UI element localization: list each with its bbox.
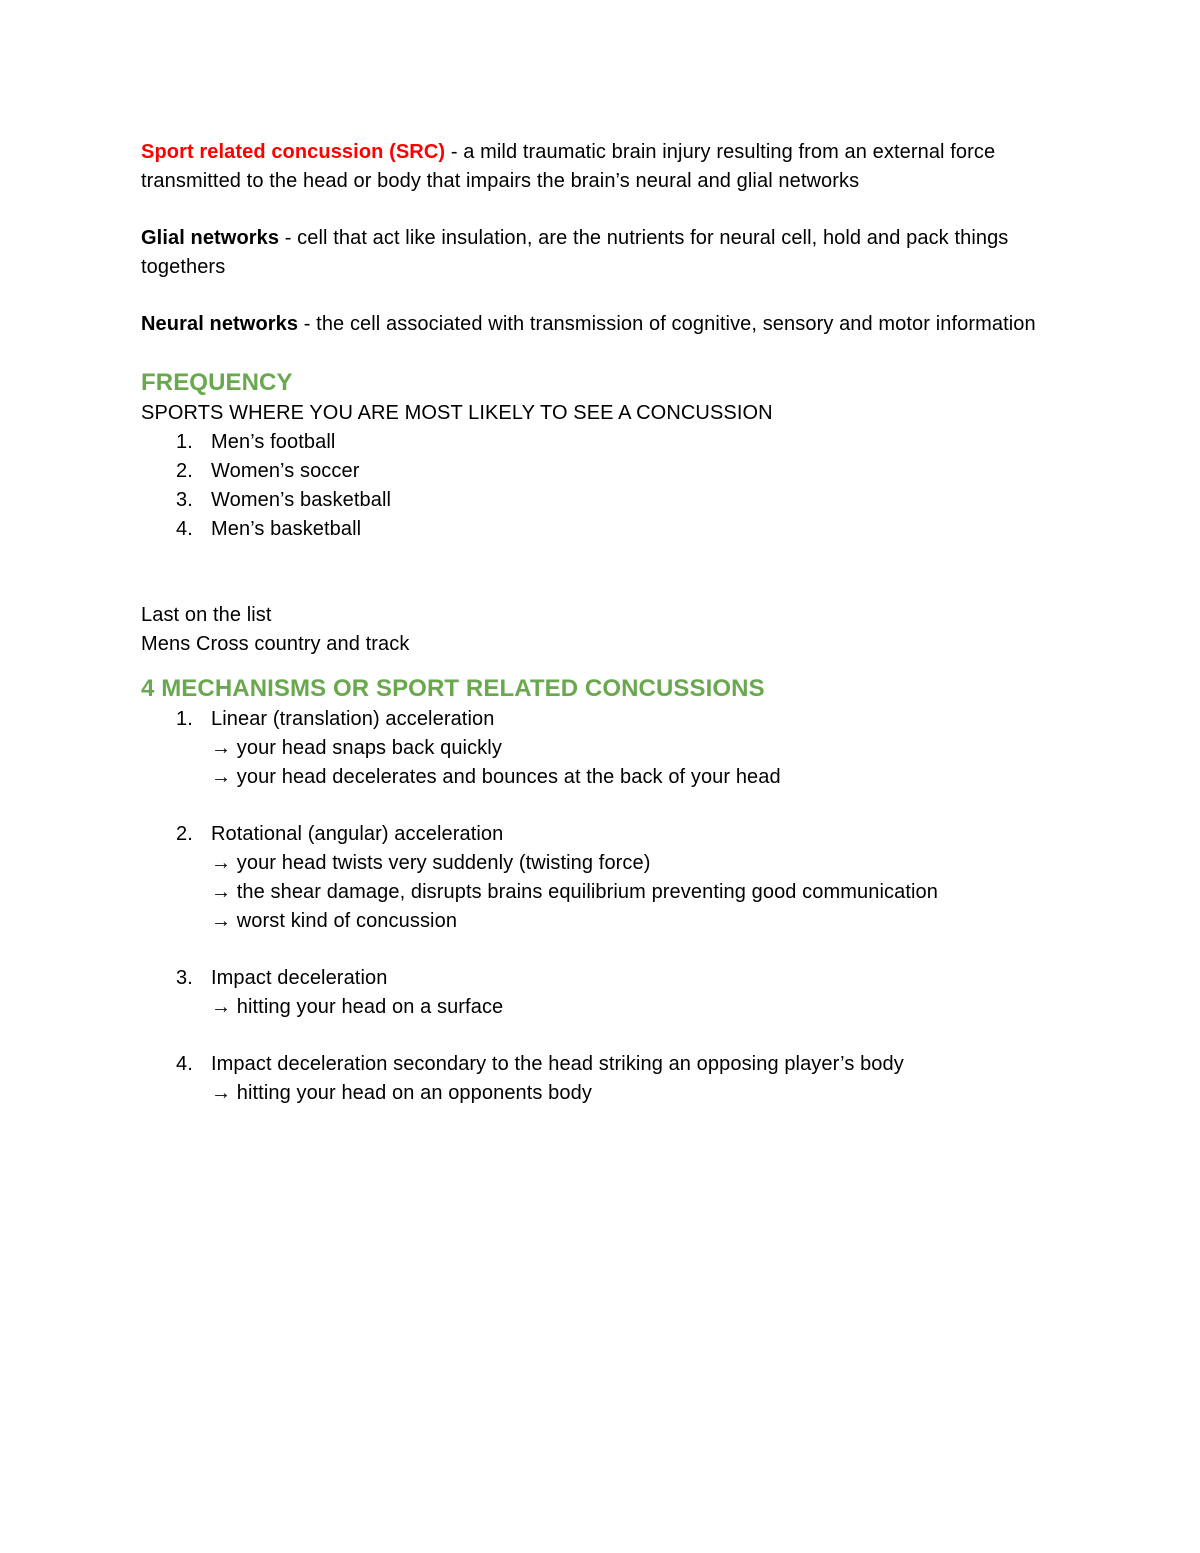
mechanism-note: → your head snaps back quickly bbox=[211, 737, 502, 759]
spacer bbox=[141, 544, 1066, 601]
list-number: 1. bbox=[176, 708, 193, 730]
sports-list bbox=[141, 428, 1066, 544]
last-on-list-value: Mens Cross country and track bbox=[141, 633, 410, 655]
list-number: 3. bbox=[176, 489, 193, 511]
mechanisms-list bbox=[141, 705, 1066, 1108]
list-number: 1. bbox=[176, 431, 193, 453]
list-item-text: Women’s soccer bbox=[211, 460, 360, 482]
definition-text: - a mild traumatic brain injury resulting from an external force transmitted to the head or body that impairs the brain’s neural and glial networks bbox=[141, 141, 996, 192]
list-number: 2. bbox=[176, 823, 193, 845]
definition-text: - cell that act like insulation, are the nutrients for neural cell, hold and pack things togethers bbox=[141, 227, 1009, 278]
list-item-text: Women’s basketball bbox=[211, 489, 392, 511]
mechanism-title: Linear (translation) acceleration bbox=[211, 708, 495, 730]
definition-neural-networks bbox=[141, 310, 1066, 339]
mechanism-note: → the shear damage, disrupts brains equilibrium preventing good communication bbox=[211, 881, 938, 903]
frequency-heading: FREQUENCY bbox=[141, 369, 293, 396]
last-on-list-label: Last on the list bbox=[141, 604, 272, 626]
list-item bbox=[141, 964, 1066, 1022]
list-number: 4. bbox=[176, 1053, 193, 1075]
definition-term: Glial networks bbox=[141, 227, 280, 249]
list-number: 4. bbox=[176, 518, 193, 540]
document-body bbox=[141, 138, 1066, 1108]
list-item bbox=[141, 486, 1066, 515]
frequency-subheading: SPORTS WHERE YOU ARE MOST LIKELY TO SEE A CONCUSSION bbox=[141, 402, 773, 424]
mechanism-note: → worst kind of concussion bbox=[211, 910, 458, 932]
list-number: 3. bbox=[176, 967, 193, 989]
list-item bbox=[141, 820, 1066, 936]
list-number: 2. bbox=[176, 460, 193, 482]
definition-src bbox=[141, 138, 1066, 196]
list-item bbox=[141, 1050, 1066, 1108]
definition-glial-networks bbox=[141, 224, 1066, 282]
list-item bbox=[141, 457, 1066, 486]
mechanism-note: → hitting your head on a surface bbox=[211, 996, 504, 1018]
mechanism-note: → hitting your head on an opponents body bbox=[211, 1082, 592, 1104]
list-item bbox=[141, 428, 1066, 457]
mechanism-title: Rotational (angular) acceleration bbox=[211, 823, 504, 845]
definition-term: Sport related concussion (SRC) bbox=[141, 141, 446, 163]
list-item bbox=[141, 705, 1066, 792]
list-item-text: Men’s football bbox=[211, 431, 336, 453]
list-item bbox=[141, 515, 1066, 544]
list-item-text: Men’s basketball bbox=[211, 518, 362, 540]
mechanism-title: Impact deceleration bbox=[211, 967, 388, 989]
mechanism-note: → your head twists very suddenly (twisting force) bbox=[211, 852, 651, 874]
definition-term: Neural networks bbox=[141, 313, 299, 335]
mechanisms-heading: 4 MECHANISMS OR SPORT RELATED CONCUSSIONS bbox=[141, 675, 765, 702]
mechanism-title: Impact deceleration secondary to the head striking an opposing player’s body bbox=[211, 1053, 904, 1075]
definition-text: - the cell associated with transmission of cognitive, sensory and motor information bbox=[298, 313, 1036, 335]
mechanism-note: → your head decelerates and bounces at the back of your head bbox=[211, 766, 781, 788]
